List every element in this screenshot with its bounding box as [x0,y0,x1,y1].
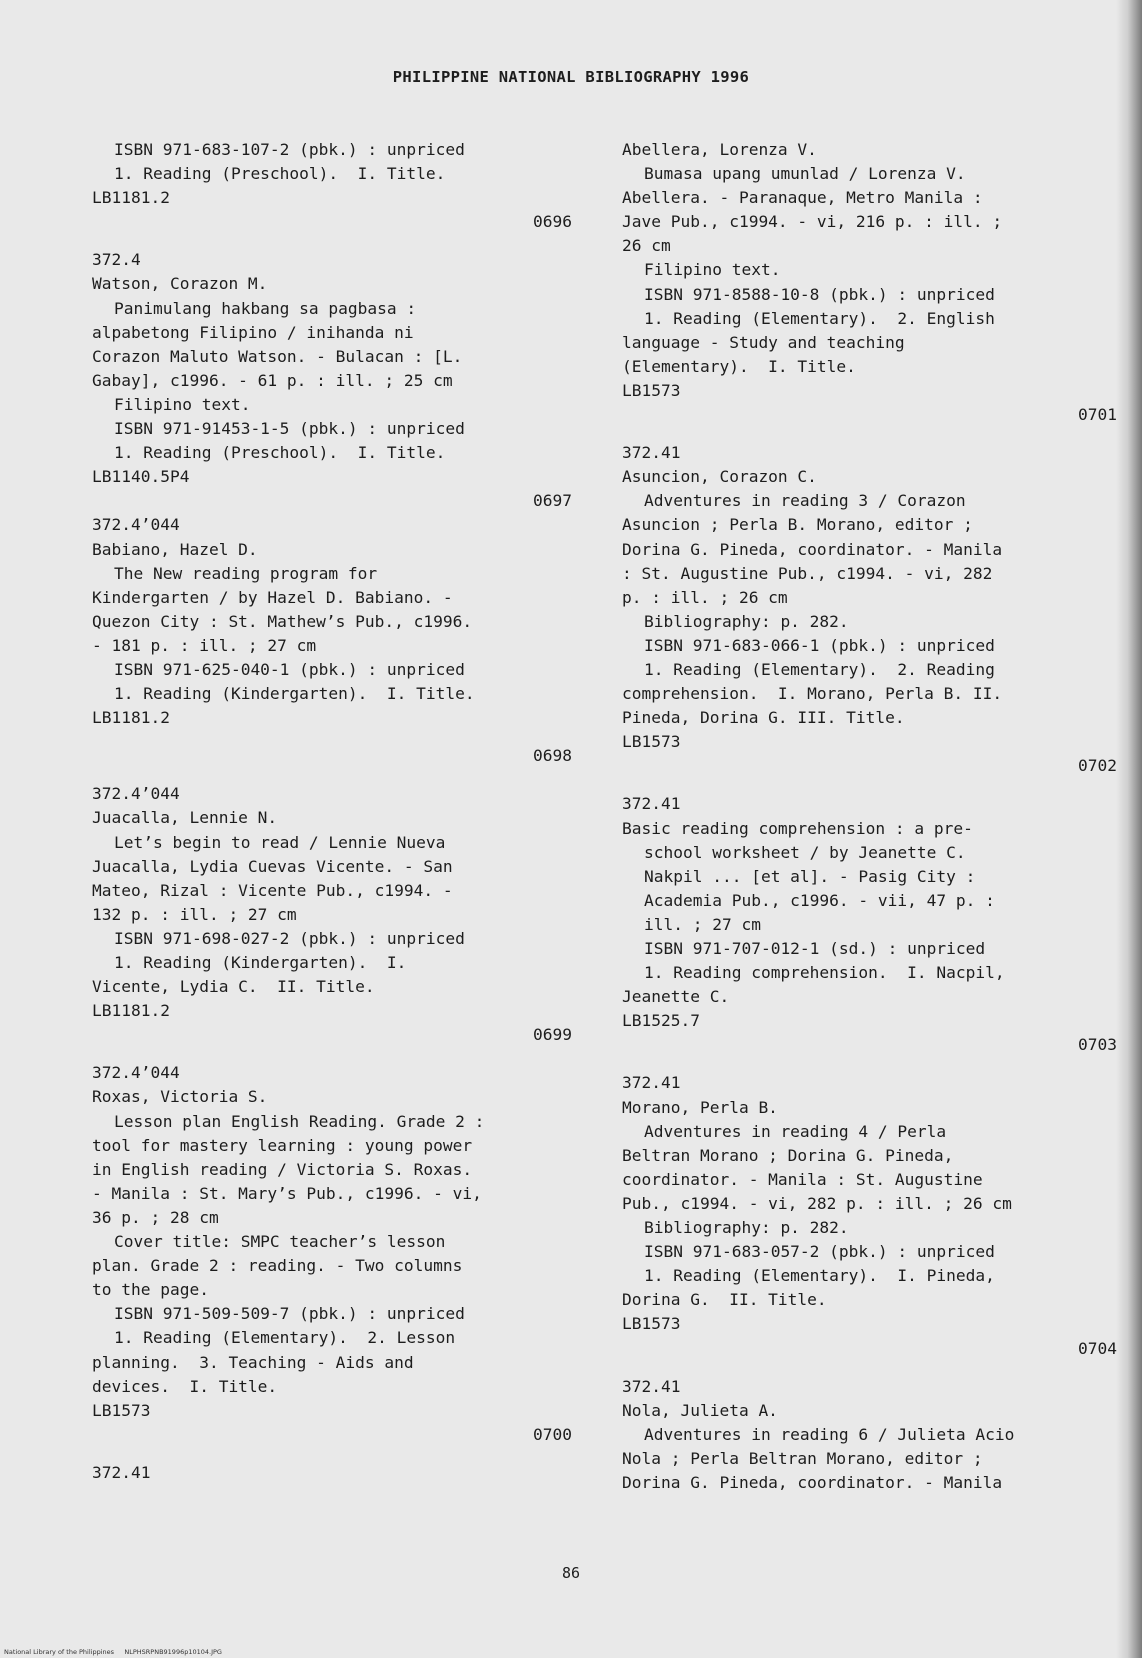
entry-line: Dorina G. Pineda, coordinator. - Manila [622,1472,1003,1492]
entry-line: ISBN 971-8588-10-8 (pbk.) : unpriced [644,284,995,304]
entry-line: ill. ; 27 cm [644,914,761,934]
entry-line: Watson, Corazon M. [92,274,268,294]
entry-line: 372.41 [622,1376,681,1396]
line-gap [92,1447,572,1461]
entry-line: 372.41 [622,443,681,463]
entry-line: to the page. [92,1280,209,1300]
entry-line: : St. Augustine Pub., c1994. - vi, 282 [622,563,993,583]
entry-line: Lesson plan English Reading. Grade 2 : [114,1111,485,1131]
entry-number: 0704 [1078,1338,1117,1358]
entry-line: 1. Reading (Elementary). 2. Reading [644,659,995,679]
entry-line: The New reading program for [114,563,378,583]
entry-number: 0698 [533,746,572,766]
entry-line: Adventures in reading 6 / Julieta Acio [644,1424,1015,1444]
entry-number: 0697 [533,491,572,511]
entry-line: Morano, Perla B. [622,1097,778,1117]
entry-line: Quezon City : St. Mathew’s Pub., c1996. [92,611,473,631]
entry-line: Juacalla, Lydia Cuevas Vicente. - San [92,856,453,876]
entry-line: Academia Pub., c1996. - vii, 47 p. : [644,890,995,910]
entry-line: Bumasa upang umunlad / Lorenza V. [644,164,966,184]
entry-line: Let’s begin to read / Lennie Nueva [114,832,446,852]
line-gap [92,1047,572,1061]
entry-line: Jave Pub., c1994. - vi, 216 p. : ill. ; [622,212,1003,232]
entry-line: Cover title: SMPC teacher’s lesson [114,1232,446,1252]
entry-number: 0703 [1078,1035,1117,1055]
entry-line: 372.41 [92,1462,151,1482]
entry-line: LB1573 [92,1400,151,1420]
entry-line: Asuncion ; Perla B. Morano, editor ; [622,515,973,535]
entry-line: plan. Grade 2 : reading. - Two columns [92,1256,463,1276]
entry-line: school worksheet / by Jeanette C. [644,842,966,862]
entry-line: Pub., c1994. - vi, 282 p. : ill. ; 26 cm [622,1193,1012,1213]
line-gap [622,778,1117,792]
entry-line: Adventures in reading 3 / Corazon [644,491,966,511]
entry-line: Kindergarten / by Hazel D. Babiano. - [92,587,453,607]
entry-line: Nola, Julieta A. [622,1400,778,1420]
entry-line: 1. Reading (Preschool). I. Title. [114,443,446,463]
entry-line: LB1525.7 [622,1011,700,1031]
entry-line: ISBN 971-509-509-7 (pbk.) : unpriced [114,1304,465,1324]
entry-line: LB1573 [622,1314,681,1334]
entry-line: Nola ; Perla Beltran Morano, editor ; [622,1448,983,1468]
entry-line: devices. I. Title. [92,1376,278,1396]
entry-line: - 181 p. : ill. ; 27 cm [92,635,317,655]
entry-line: 36 p. ; 28 cm [92,1207,219,1227]
entry-line: 372.4’044 [92,784,180,804]
line-gap [622,1361,1117,1375]
entry-line: p. : ill. ; 26 cm [622,587,788,607]
entry-line: 1. Reading (Kindergarten). I. Title. [114,684,475,704]
entry-line: Abellera, Lorenza V. [622,140,817,159]
entry-number: 0702 [1078,756,1117,776]
entry-line: LB1181.2 [92,708,170,728]
entry-line: coordinator. - Manila : St. Augustine [622,1169,983,1189]
entry-line: 1. Reading (Elementary). 2. English [644,308,995,328]
right-column [622,138,1117,1495]
entry-line: Filipino text. [644,260,781,280]
entry-line: ISBN 971-683-057-2 (pbk.) : unpriced [644,1242,995,1262]
entry-line: 372.4’044 [92,1063,180,1083]
entry-line: Basic reading comprehension : a pre- [622,818,973,838]
entry-line: Panimulang hakbang sa pagbasa : [114,298,417,318]
page-header: PHILIPPINE NATIONAL BIBLIOGRAPHY 1996 [392,68,750,86]
entry-line: Dorina G. Pineda, coordinator. - Manila [622,539,1003,559]
left-column [92,138,572,1485]
line-gap [92,768,572,782]
entry-line: Pineda, Dorina G. III. Title. [622,708,905,728]
entry-line: 1. Reading (Kindergarten). I. [114,953,407,972]
entry-line: Adventures in reading 4 / Perla [644,1121,947,1141]
entry-line: Roxas, Victoria S. [92,1087,268,1107]
entry-line: 26 cm [622,236,671,256]
entry-line: LB1573 [622,380,681,400]
line-gap [622,1057,1117,1071]
entry-line: alpabetong Filipino / inihanda ni [92,322,414,342]
entry-line: 1. Reading (Preschool). I. Title. [114,164,446,184]
entry-number: 0700 [533,1424,572,1444]
entry-number: 0696 [533,212,572,232]
entry-line: tool for mastery learning : young power [92,1135,473,1155]
scan-credit: National Library of the Philippines NLPHSRPNB91996p10104.JPG [4,1648,222,1656]
entry-line: 372.41 [622,1073,681,1093]
entry-line: Juacalla, Lennie N. [92,808,278,828]
entry-line: ISBN 971-625-040-1 (pbk.) : unpriced [114,659,465,679]
entry-line: Vicente, Lydia C. II. Title. [92,977,375,997]
entry-line: 372.4’044 [92,515,180,535]
entry-line: comprehension. I. Morano, Perla B. II. [622,684,1003,704]
entry-line: Bibliography: p. 282. [644,611,849,631]
entry-line: LB1181.2 [92,188,170,208]
entry-line: Corazon Maluto Watson. - Bulacan : [L. [92,346,463,366]
entry-line: 1. Reading comprehension. I. Nacpil, [644,963,1005,983]
entry-line: LB1573 [622,732,681,752]
entry-line: 1. Reading (Elementary). 2. Lesson [114,1328,456,1348]
entry-line: ISBN 971-91453-1-5 (pbk.) : unpriced [114,419,465,439]
entry-line: 1. Reading (Elementary). I. Pineda, [644,1266,995,1286]
entry-line: ISBN 971-707-012-1 (sd.) : unpriced [644,939,986,958]
entry-number: 0699 [533,1025,572,1045]
entry-line: Dorina G. II. Title. [622,1290,827,1310]
entry-line: Nakpil ... [et al]. - Pasig City : [644,866,976,886]
entry-line: planning. 3. Teaching - Aids and [92,1352,414,1372]
entry-line: LB1181.2 [92,1001,170,1021]
line-gap [92,234,572,248]
line-gap [622,427,1117,441]
entry-line: ISBN 971-698-027-2 (pbk.) : unpriced [114,928,465,948]
page-number: 86 [561,1564,581,1582]
entry-line: Filipino text. [114,394,251,414]
entry-line: Beltran Morano ; Dorina G. Pineda, [622,1145,954,1165]
entry-line: Abellera. - Paranaque, Metro Manila : [622,188,983,208]
entry-line: 372.41 [622,794,681,814]
entry-line: 372.4 [92,250,141,270]
entry-line: ISBN 971-683-066-1 (pbk.) : unpriced [644,635,995,655]
entry-line: language - Study and teaching [622,332,905,352]
line-gap [92,730,572,744]
entry-line: Asuncion, Corazon C. [622,467,817,487]
entry-line: in English reading / Victoria S. Roxas. [92,1159,473,1179]
entry-line: Jeanette C. [622,987,730,1007]
entry-line: ISBN 971-683-107-2 (pbk.) : unpriced [114,140,465,159]
entry-line: Mateo, Rizal : Vicente Pub., c1994. - [92,880,453,900]
entry-number: 0701 [1078,405,1117,425]
entry-line: Bibliography: p. 282. [644,1218,849,1238]
entry-line: LB1140.5P4 [92,467,190,487]
entry-line: (Elementary). I. Title. [622,356,856,376]
entry-line: 132 p. : ill. ; 27 cm [92,904,297,924]
entry-line: Babiano, Hazel D. [92,539,258,559]
page-edge-shadow [1116,0,1142,1658]
entry-line: Gabay], c1996. - 61 p. : ill. ; 25 cm [92,370,453,390]
entry-line: - Manila : St. Mary’s Pub., c1996. - vi, [92,1183,482,1203]
